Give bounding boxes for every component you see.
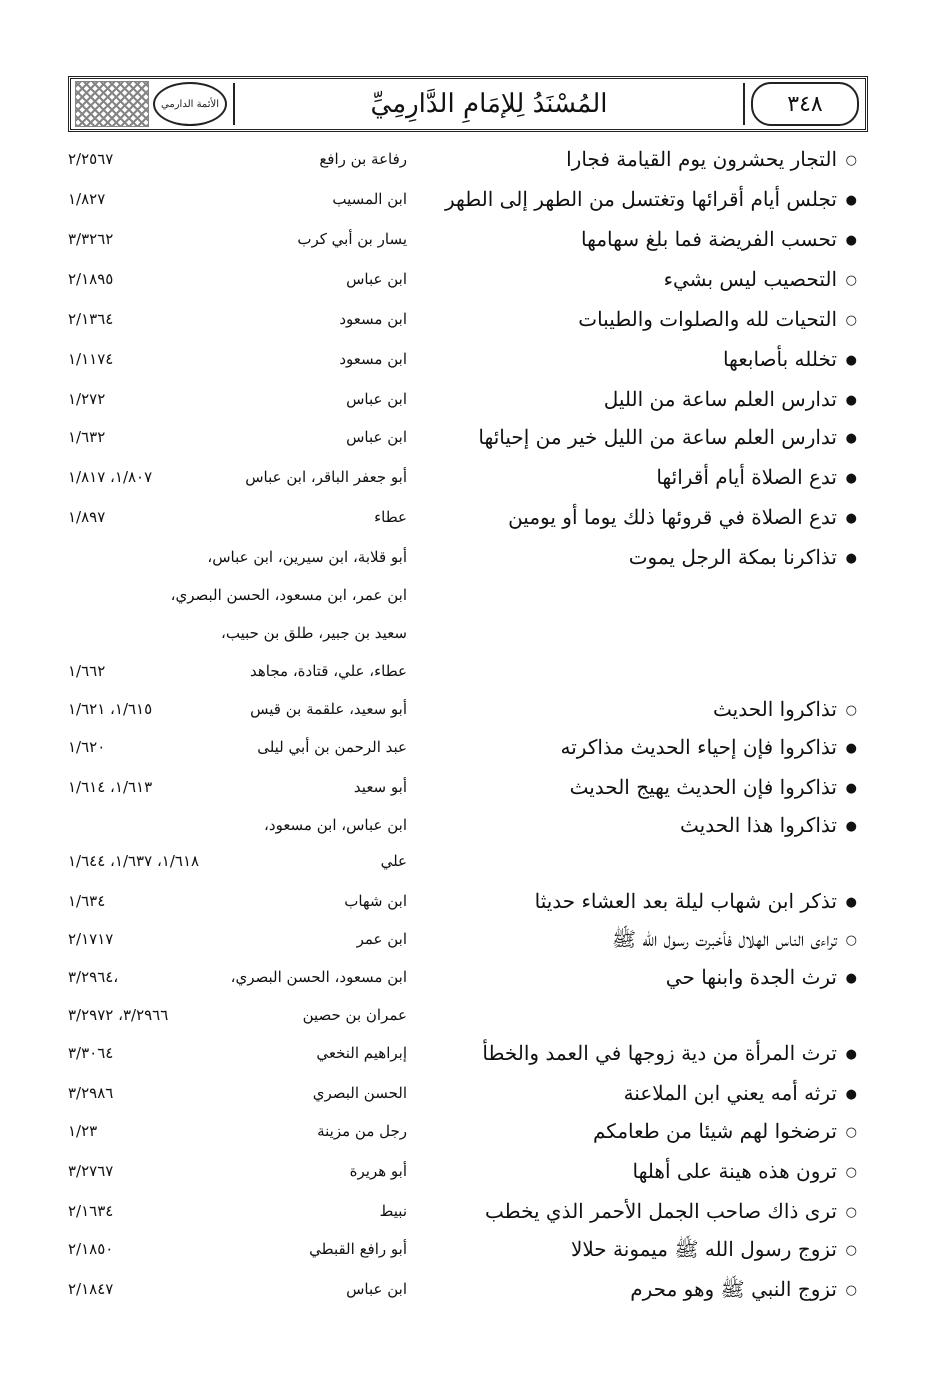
hadith-text (437, 1270, 857, 1310)
narrator: رجل من مزينة (317, 1122, 407, 1140)
index-entry (0, 882, 937, 920)
narrator: عمران بن حصين (302, 1006, 407, 1024)
filled-bullet-icon: ● (845, 510, 857, 526)
index-entry (0, 1192, 937, 1230)
hadith-text (437, 958, 857, 998)
narrator: عبد الرحمن بن أبي ليلى (257, 738, 407, 756)
reference-number: ١/٨٠٧، ١/٨١٧ (68, 468, 153, 486)
hollow-bullet-icon: ○ (845, 1282, 857, 1298)
hadith-text-label: ترضخوا لهم شيئا من طعامكم (592, 1119, 837, 1143)
hadith-text-label: ترى ذاك صاحب الجمل الأحمر الذي يخطب (485, 1199, 837, 1223)
index-entry (0, 1270, 937, 1308)
narrator: ابن المسيب (332, 190, 407, 208)
narrator: أبو جعفر الباقر، ابن عباس (245, 468, 407, 486)
reference-number: ١/٨٢٧ (68, 190, 106, 208)
filled-bullet-icon: ● (845, 970, 857, 986)
hadith-text-label: تزوج النبي ﷺ وهو محرم (630, 1277, 837, 1301)
hadith-text (437, 806, 857, 846)
reference-number: ١/٦٦٢ (68, 662, 106, 680)
hadith-text (437, 882, 857, 922)
index-entry (0, 220, 937, 258)
narrator: أبو سعيد، علقمة بن قيس (250, 700, 407, 718)
hadith-text-label: التحيات لله والصلوات والطيبات (578, 307, 837, 331)
hadith-text (437, 340, 857, 380)
hadith-text (437, 576, 857, 614)
narrator: ابن مسعود (339, 310, 407, 328)
reference-number: ١/٨٩٧ (68, 508, 106, 526)
index-entry (0, 1152, 937, 1190)
reference-number: ١/٢٧٢ (68, 390, 106, 408)
index-entry (0, 538, 937, 576)
hadith-text-label: تدع الصلاة أيام أقرائها (656, 465, 837, 489)
hadith-text (437, 1152, 857, 1192)
index-entry (0, 652, 937, 690)
reference-number: ٢/١٧١٧ (68, 930, 114, 948)
narrator: ابن عمر (356, 930, 407, 948)
hadith-text-label: تدع الصلاة في قروئها ذلك يوما أو يومين (508, 505, 837, 529)
hadith-text (437, 1034, 857, 1074)
hollow-bullet-icon: ○ (845, 1164, 857, 1180)
seal-medallion (153, 82, 227, 126)
narrator: عطاء (374, 508, 407, 526)
index-entry (0, 260, 937, 298)
hadith-text (437, 614, 857, 652)
reference-number: ٣/٣٠٦٤ (68, 1044, 114, 1062)
hollow-bullet-icon: ○ (845, 702, 857, 718)
left-ornament (75, 81, 149, 127)
index-entry (0, 380, 937, 418)
index-entry (0, 614, 937, 652)
hadith-text-label: تذاكرنا بمكة الرجل يموت (628, 545, 837, 569)
hadith-text (437, 728, 857, 768)
hadith-text (437, 842, 857, 880)
hollow-bullet-icon: ○ (845, 272, 857, 288)
narrator: عطاء، علي، قتادة، مجاهد (249, 662, 407, 680)
hollow-bullet-icon: ○ (845, 1204, 857, 1220)
reference-number: ٣/٢٩٦٤، (68, 968, 119, 986)
index-entry (0, 458, 937, 496)
filled-bullet-icon: ● (845, 550, 857, 566)
index-entry (0, 690, 937, 728)
reference-number: ٢/١٨٤٧ (68, 1280, 114, 1298)
narrator: أبو هريرة (349, 1162, 407, 1180)
narrator: رفاعة بن رافع (319, 150, 407, 168)
hollow-bullet-icon: ○ (845, 152, 857, 168)
hadith-text (437, 260, 857, 300)
reference-number: ٣/٣٢٦٢ (68, 230, 114, 248)
reference-number: ١/١١٧٤ (68, 350, 114, 368)
hadith-text (437, 220, 857, 260)
index-entry (0, 806, 937, 844)
hadith-text-label: تراءى الناس الهلال فأخبرت رسول الله ﷺ (611, 927, 837, 951)
index-entry (0, 1074, 937, 1112)
index-entry (0, 1034, 937, 1072)
narrator: ابن عباس (346, 428, 407, 446)
narrator: ابن مسعود، الحسن البصري، (230, 968, 407, 986)
hadith-text-label: التحصيب ليس بشيء (663, 267, 837, 291)
reference-number: ٢/١٨٥٠ (68, 1240, 114, 1258)
reference-number: ١/٦١٥، ١/٦٢١ (68, 700, 153, 718)
hadith-text (437, 418, 857, 458)
index-entry (0, 728, 937, 766)
hadith-text (437, 768, 857, 808)
narrator: سعيد بن جبير، طلق بن حبيب، (221, 624, 407, 642)
hadith-text-label: ترثه أمه يعني ابن الملاعنة (623, 1081, 837, 1105)
hadith-text (437, 300, 857, 340)
page-header (68, 76, 868, 132)
book-title: المُسْنَدُ لِلإمَامِ الدَّارِمِيِّ (233, 83, 745, 125)
narrator: ابن عباس (346, 390, 407, 408)
narrator: إبراهيم النخعي (316, 1044, 407, 1062)
reference-number: ١/٦١٨، ١/٦٣٧، ١/٦٤٤ (68, 852, 200, 870)
hadith-text-label: تخلله بأصابعها (722, 347, 837, 371)
narrator: أبو سعيد (353, 778, 407, 796)
reference-number: ١/٢٣ (68, 1122, 98, 1140)
hollow-bullet-icon: ○ (845, 932, 857, 948)
narrator: الحسن البصري (312, 1084, 407, 1102)
hadith-text (437, 538, 857, 578)
filled-bullet-icon: ● (845, 470, 857, 486)
narrator: علي (380, 852, 407, 870)
hadith-text-label: ترون هذه هينة على أهلها (632, 1159, 837, 1183)
reference-number: ٢/١٨٩٥ (68, 270, 114, 288)
filled-bullet-icon: ● (845, 352, 857, 368)
narrator: نبيط (379, 1202, 407, 1220)
hadith-text-label: تذاكروا فإن الحديث يهيج الحديث (569, 775, 837, 799)
medallion-text: الأئمة الدارمي (161, 98, 219, 110)
reference-number: ٣/٢٩٨٦ (68, 1084, 114, 1102)
hadith-text-label: ترث الجدة وابنها حي (665, 965, 837, 989)
filled-bullet-icon: ● (845, 430, 857, 446)
reference-number: ٢/١٦٣٤ (68, 1202, 114, 1220)
hadith-text-label: تذكر ابن شهاب ليلة بعد العشاء حديثا (534, 889, 837, 913)
reference-number: ٣/٢٩٦٦، ٣/٢٩٧٢ (68, 1006, 169, 1024)
hadith-text (437, 920, 857, 960)
filled-bullet-icon: ● (845, 780, 857, 796)
index-entry (0, 498, 937, 536)
narrator: ابن عباس (346, 1280, 407, 1298)
index-entry (0, 768, 937, 806)
reference-number: ١/٦٢٠ (68, 738, 106, 756)
narrator: يسار بن أبي كرب (297, 230, 407, 248)
hadith-text (437, 690, 857, 730)
narrator: ابن عمر، ابن مسعود، الحسن البصري، (170, 586, 407, 604)
hadith-text-label: التجار يحشرون يوم القيامة فجارا (566, 147, 837, 171)
hollow-bullet-icon: ○ (845, 1124, 857, 1140)
hollow-bullet-icon: ○ (845, 1242, 857, 1258)
index-entry (0, 920, 937, 958)
narrator: ابن شهاب (344, 892, 407, 910)
reference-number: ٢/١٣٦٤ (68, 310, 114, 328)
narrator: أبو قلابة، ابن سيرين، ابن عباس، (207, 548, 407, 566)
hadith-text (437, 458, 857, 498)
index-entry (0, 180, 937, 218)
filled-bullet-icon: ● (845, 1046, 857, 1062)
reference-number: ١/٦١٣، ١/٦١٤ (68, 778, 153, 796)
reference-number: ١/٦٣٤ (68, 892, 106, 910)
hadith-text-label: تذاكروا فإن إحياء الحديث مذاكرته (560, 735, 837, 759)
hadith-text-label: تدارس العلم ساعة من الليل خير من إحيائها (478, 425, 837, 449)
filled-bullet-icon: ● (845, 232, 857, 248)
filled-bullet-icon: ● (845, 894, 857, 910)
narrator: أبو رافع القبطي (309, 1240, 407, 1258)
page-number: ٣٤٨ (751, 82, 859, 126)
hadith-text (437, 1230, 857, 1270)
index-entry (0, 842, 937, 880)
hadith-text-label: تذاكروا هذا الحديث (680, 813, 837, 837)
hadith-text-label: تزوج رسول الله ﷺ ميمونة حلالا (570, 1237, 837, 1261)
filled-bullet-icon: ● (845, 818, 857, 834)
reference-number: ٢/٢٥٦٧ (68, 150, 114, 168)
hadith-text (437, 140, 857, 180)
hadith-text (437, 652, 857, 690)
hollow-bullet-icon: ○ (845, 312, 857, 328)
narrator: ابن عباس (346, 270, 407, 288)
index-entry (0, 1230, 937, 1268)
hadith-text-label: تدارس العلم ساعة من الليل (603, 387, 837, 411)
index-entry (0, 958, 937, 996)
index-entry (0, 300, 937, 338)
hadith-text (437, 180, 857, 220)
narrator: ابن مسعود (339, 350, 407, 368)
hadith-text (437, 498, 857, 538)
filled-bullet-icon: ● (845, 740, 857, 756)
index-entry (0, 996, 937, 1034)
hadith-text (437, 1112, 857, 1152)
narrator: ابن عباس، ابن مسعود، (264, 816, 407, 834)
hadith-text (437, 380, 857, 420)
index-entry (0, 576, 937, 614)
filled-bullet-icon: ● (845, 192, 857, 208)
reference-number: ١/٦٣٢ (68, 428, 106, 446)
hadith-text (437, 996, 857, 1034)
index-entry (0, 140, 937, 178)
index-entry (0, 340, 937, 378)
index-entry (0, 1112, 937, 1150)
filled-bullet-icon: ● (845, 1086, 857, 1102)
reference-number: ٣/٢٧٦٧ (68, 1162, 114, 1180)
hadith-text (437, 1074, 857, 1114)
hadith-text-label: ترث المرأة من دية زوجها في العمد والخطأ (482, 1041, 837, 1065)
filled-bullet-icon: ● (845, 392, 857, 408)
index-entry (0, 418, 937, 456)
hadith-text-label: تحسب الفريضة فما بلغ سهامها (581, 227, 837, 251)
hadith-text-label: تجلس أيام أقرائها وتغتسل من الطهر إلى الطهر (444, 187, 837, 211)
hadith-text (437, 1192, 857, 1232)
hadith-text-label: تذاكروا الحديث (712, 697, 837, 721)
